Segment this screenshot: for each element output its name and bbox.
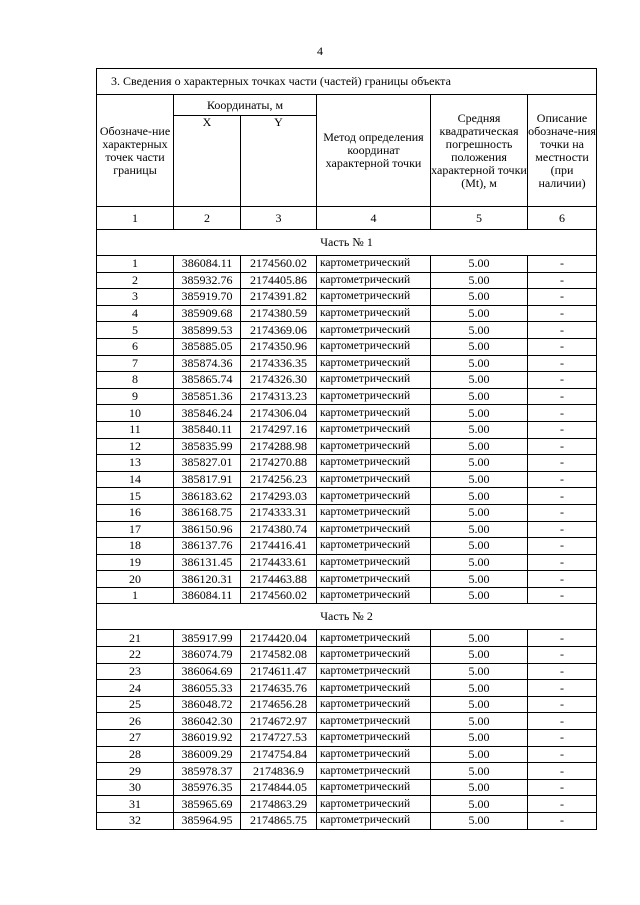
accuracy-cell: 5.00	[431, 713, 528, 730]
y-coordinate-cell: 2174611.47	[241, 663, 317, 680]
method-cell: картометрический	[317, 256, 431, 273]
point-number-cell: 10	[97, 405, 174, 422]
x-coordinate-cell: 385919.70	[174, 289, 241, 306]
method-cell: картометрический	[317, 713, 431, 730]
x-coordinate-cell: 386131.45	[174, 554, 241, 571]
x-coordinate-cell: 386120.31	[174, 571, 241, 588]
accuracy-cell: 5.00	[431, 571, 528, 588]
y-coordinate-cell: 2174863.29	[241, 796, 317, 813]
description-cell: -	[528, 663, 597, 680]
table-row	[97, 305, 597, 322]
x-coordinate-cell: 386064.69	[174, 663, 241, 680]
accuracy-cell: 5.00	[431, 521, 528, 538]
point-number-cell: 6	[97, 338, 174, 355]
method-cell: картометрический	[317, 305, 431, 322]
description-cell: -	[528, 730, 597, 747]
point-number-cell: 11	[97, 421, 174, 438]
x-coordinate-cell: 386084.11	[174, 587, 241, 604]
y-coordinate-cell: 2174836.9	[241, 763, 317, 780]
point-number-cell: 32	[97, 813, 174, 830]
accuracy-cell: 5.00	[431, 680, 528, 697]
x-coordinate-cell: 385899.53	[174, 322, 241, 339]
method-cell: картометрический	[317, 521, 431, 538]
accuracy-cell: 5.00	[431, 256, 528, 273]
x-coordinate-cell: 385817.91	[174, 471, 241, 488]
y-coordinate-cell: 2174293.03	[241, 488, 317, 505]
description-cell: -	[528, 763, 597, 780]
x-coordinate-cell: 385978.37	[174, 763, 241, 780]
point-number-cell: 12	[97, 438, 174, 455]
description-cell: -	[528, 779, 597, 796]
x-coordinate-cell: 386048.72	[174, 696, 241, 713]
x-coordinate-cell: 385846.24	[174, 405, 241, 422]
method-cell: картометрический	[317, 796, 431, 813]
description-cell: -	[528, 388, 597, 405]
column-number: 4	[317, 207, 431, 230]
point-number-cell: 15	[97, 488, 174, 505]
description-cell: -	[528, 554, 597, 571]
description-cell: -	[528, 289, 597, 306]
y-coordinate-cell: 2174306.04	[241, 405, 317, 422]
column-number: 1	[97, 207, 174, 230]
accuracy-cell: 5.00	[431, 372, 528, 389]
table-row	[97, 696, 597, 713]
table-row	[97, 680, 597, 697]
table-row	[97, 289, 597, 306]
accuracy-cell: 5.00	[431, 305, 528, 322]
description-cell: -	[528, 630, 597, 647]
table-row	[97, 272, 597, 289]
point-number-cell: 1	[97, 256, 174, 273]
method-cell: картометрический	[317, 455, 431, 472]
part-title-row	[97, 230, 597, 256]
x-coordinate-cell: 385932.76	[174, 272, 241, 289]
point-number-cell: 7	[97, 355, 174, 372]
x-coordinate-cell: 385965.69	[174, 796, 241, 813]
y-coordinate-cell: 2174416.41	[241, 538, 317, 555]
table-row	[97, 338, 597, 355]
description-cell: -	[528, 455, 597, 472]
accuracy-cell: 5.00	[431, 289, 528, 306]
table-row	[97, 587, 597, 604]
description-cell: -	[528, 338, 597, 355]
y-coordinate-cell: 2174844.05	[241, 779, 317, 796]
x-coordinate-cell: 385835.99	[174, 438, 241, 455]
point-number-cell: 24	[97, 680, 174, 697]
table-row	[97, 322, 597, 339]
accuracy-cell: 5.00	[431, 455, 528, 472]
point-number-cell: 28	[97, 746, 174, 763]
accuracy-cell: 5.00	[431, 355, 528, 372]
table-row	[97, 521, 597, 538]
table-row	[97, 647, 597, 664]
point-number-cell: 3	[97, 289, 174, 306]
description-cell: -	[528, 647, 597, 664]
y-coordinate-cell: 2174582.08	[241, 647, 317, 664]
point-number-cell: 17	[97, 521, 174, 538]
x-coordinate-cell: 385976.35	[174, 779, 241, 796]
point-number-cell: 25	[97, 696, 174, 713]
accuracy-cell: 5.00	[431, 796, 528, 813]
description-cell: -	[528, 322, 597, 339]
x-coordinate-cell: 386137.76	[174, 538, 241, 555]
x-coordinate-cell: 385964.95	[174, 813, 241, 830]
y-coordinate-cell: 2174391.82	[241, 289, 317, 306]
accuracy-cell: 5.00	[431, 471, 528, 488]
part-title: Часть № 2	[97, 604, 597, 630]
description-cell: -	[528, 521, 597, 538]
x-coordinate-cell: 386055.33	[174, 680, 241, 697]
accuracy-cell: 5.00	[431, 338, 528, 355]
y-coordinate-cell: 2174380.74	[241, 521, 317, 538]
accuracy-cell: 5.00	[431, 538, 528, 555]
point-number-cell: 18	[97, 538, 174, 555]
method-cell: картометрический	[317, 421, 431, 438]
method-cell: картометрический	[317, 554, 431, 571]
description-cell: -	[528, 796, 597, 813]
table-row	[97, 713, 597, 730]
part-title-row	[97, 604, 597, 630]
y-coordinate-cell: 2174288.98	[241, 438, 317, 455]
accuracy-cell: 5.00	[431, 696, 528, 713]
x-coordinate-cell: 386168.75	[174, 504, 241, 521]
x-coordinate-cell: 385874.36	[174, 355, 241, 372]
y-coordinate-cell: 2174865.75	[241, 813, 317, 830]
accuracy-cell: 5.00	[431, 730, 528, 747]
method-cell: картометрический	[317, 779, 431, 796]
description-cell: -	[528, 272, 597, 289]
x-coordinate-cell: 385885.05	[174, 338, 241, 355]
table-row	[97, 421, 597, 438]
y-coordinate-cell: 2174727.53	[241, 730, 317, 747]
point-number-cell: 27	[97, 730, 174, 747]
header-accuracy: Средняя квадратическая погрешность положения характерной точки (Mt), м	[431, 95, 528, 207]
table-row	[97, 438, 597, 455]
method-cell: картометрический	[317, 730, 431, 747]
accuracy-cell: 5.00	[431, 504, 528, 521]
table-row	[97, 355, 597, 372]
accuracy-cell: 5.00	[431, 322, 528, 339]
x-coordinate-cell: 385851.36	[174, 388, 241, 405]
x-coordinate-cell: 386009.29	[174, 746, 241, 763]
point-number-cell: 13	[97, 455, 174, 472]
point-number-cell: 31	[97, 796, 174, 813]
method-cell: картометрический	[317, 438, 431, 455]
accuracy-cell: 5.00	[431, 779, 528, 796]
method-cell: картометрический	[317, 763, 431, 780]
header-x: X	[174, 116, 241, 207]
point-number-cell: 2	[97, 272, 174, 289]
method-cell: картометрический	[317, 647, 431, 664]
y-coordinate-cell: 2174313.23	[241, 388, 317, 405]
method-cell: картометрический	[317, 680, 431, 697]
header-y: Y	[241, 116, 317, 207]
method-cell: картометрический	[317, 571, 431, 588]
y-coordinate-cell: 2174270.88	[241, 455, 317, 472]
part-title: Часть № 1	[97, 230, 597, 256]
point-number-cell: 1	[97, 587, 174, 604]
point-number-cell: 30	[97, 779, 174, 796]
y-coordinate-cell: 2174256.23	[241, 471, 317, 488]
description-cell: -	[528, 405, 597, 422]
description-cell: -	[528, 504, 597, 521]
column-number: 3	[241, 207, 317, 230]
method-cell: картометрический	[317, 322, 431, 339]
accuracy-cell: 5.00	[431, 272, 528, 289]
accuracy-cell: 5.00	[431, 438, 528, 455]
description-cell: -	[528, 713, 597, 730]
header-method: Метод определения координат характерной точки	[317, 95, 431, 207]
description-cell: -	[528, 571, 597, 588]
table-row	[97, 554, 597, 571]
description-cell: -	[528, 538, 597, 555]
description-cell: -	[528, 813, 597, 830]
y-coordinate-cell: 2174369.06	[241, 322, 317, 339]
method-cell: картометрический	[317, 504, 431, 521]
y-coordinate-cell: 2174560.02	[241, 587, 317, 604]
table-row	[97, 405, 597, 422]
table-row	[97, 571, 597, 588]
accuracy-cell: 5.00	[431, 813, 528, 830]
description-cell: -	[528, 438, 597, 455]
description-cell: -	[528, 256, 597, 273]
point-number-cell: 16	[97, 504, 174, 521]
method-cell: картометрический	[317, 538, 431, 555]
method-cell: картометрический	[317, 338, 431, 355]
method-cell: картометрический	[317, 813, 431, 830]
point-number-cell: 4	[97, 305, 174, 322]
y-coordinate-cell: 2174560.02	[241, 256, 317, 273]
x-coordinate-cell: 386183.62	[174, 488, 241, 505]
y-coordinate-cell: 2174380.59	[241, 305, 317, 322]
description-cell: -	[528, 471, 597, 488]
point-number-cell: 22	[97, 647, 174, 664]
point-number-cell: 21	[97, 630, 174, 647]
table-row	[97, 388, 597, 405]
accuracy-cell: 5.00	[431, 746, 528, 763]
method-cell: картометрический	[317, 388, 431, 405]
y-coordinate-cell: 2174350.96	[241, 338, 317, 355]
table-row	[97, 504, 597, 521]
y-coordinate-cell: 2174420.04	[241, 630, 317, 647]
accuracy-cell: 5.00	[431, 554, 528, 571]
description-cell: -	[528, 680, 597, 697]
description-cell: -	[528, 355, 597, 372]
page-number: 4	[317, 44, 323, 58]
description-cell: -	[528, 696, 597, 713]
method-cell: картометрический	[317, 272, 431, 289]
y-coordinate-cell: 2174672.97	[241, 713, 317, 730]
method-cell: картометрический	[317, 471, 431, 488]
table-row	[97, 796, 597, 813]
point-number-cell: 5	[97, 322, 174, 339]
column-number: 5	[431, 207, 528, 230]
method-cell: картометрический	[317, 630, 431, 647]
accuracy-cell: 5.00	[431, 421, 528, 438]
point-number-cell: 14	[97, 471, 174, 488]
point-number-cell: 8	[97, 372, 174, 389]
method-cell: картометрический	[317, 696, 431, 713]
accuracy-cell: 5.00	[431, 388, 528, 405]
header-point-designation: Обозначе-ние характерных точек части границы	[97, 95, 174, 207]
y-coordinate-cell: 2174754.84	[241, 746, 317, 763]
x-coordinate-cell: 385865.74	[174, 372, 241, 389]
x-coordinate-cell: 385840.11	[174, 421, 241, 438]
table-row	[97, 779, 597, 796]
point-number-cell: 26	[97, 713, 174, 730]
table-row	[97, 471, 597, 488]
y-coordinate-cell: 2174297.16	[241, 421, 317, 438]
y-coordinate-cell: 2174405.86	[241, 272, 317, 289]
accuracy-cell: 5.00	[431, 647, 528, 664]
description-cell: -	[528, 488, 597, 505]
table-row	[97, 372, 597, 389]
point-number-cell: 19	[97, 554, 174, 571]
y-coordinate-cell: 2174336.35	[241, 355, 317, 372]
table-row	[97, 630, 597, 647]
column-number: 2	[174, 207, 241, 230]
method-cell: картометрический	[317, 587, 431, 604]
accuracy-cell: 5.00	[431, 587, 528, 604]
method-cell: картометрический	[317, 663, 431, 680]
description-cell: -	[528, 372, 597, 389]
table-row	[97, 538, 597, 555]
point-number-cell: 9	[97, 388, 174, 405]
y-coordinate-cell: 2174326.30	[241, 372, 317, 389]
table-row	[97, 746, 597, 763]
method-cell: картометрический	[317, 289, 431, 306]
table-row	[97, 488, 597, 505]
header-description: Описание обозначе-ния точки на местности (при наличии)	[528, 95, 597, 207]
accuracy-cell: 5.00	[431, 763, 528, 780]
y-coordinate-cell: 2174635.76	[241, 680, 317, 697]
y-coordinate-cell: 2174656.28	[241, 696, 317, 713]
description-cell: -	[528, 421, 597, 438]
x-coordinate-cell: 386042.30	[174, 713, 241, 730]
column-number: 6	[528, 207, 597, 230]
table-row	[97, 256, 597, 273]
method-cell: картометрический	[317, 405, 431, 422]
description-cell: -	[528, 587, 597, 604]
description-cell: -	[528, 746, 597, 763]
table-row	[97, 813, 597, 830]
x-coordinate-cell: 386074.79	[174, 647, 241, 664]
x-coordinate-cell: 385909.68	[174, 305, 241, 322]
description-cell: -	[528, 305, 597, 322]
x-coordinate-cell: 386150.96	[174, 521, 241, 538]
method-cell: картометрический	[317, 488, 431, 505]
accuracy-cell: 5.00	[431, 405, 528, 422]
table-row	[97, 763, 597, 780]
y-coordinate-cell: 2174333.31	[241, 504, 317, 521]
method-cell: картометрический	[317, 372, 431, 389]
x-coordinate-cell: 385827.01	[174, 455, 241, 472]
header-coordinates: Координаты, м	[174, 95, 317, 116]
accuracy-cell: 5.00	[431, 630, 528, 647]
y-coordinate-cell: 2174463.88	[241, 571, 317, 588]
section-title: 3. Сведения о характерных точках части (частей) границы объекта	[97, 69, 597, 95]
accuracy-cell: 5.00	[431, 488, 528, 505]
table-row	[97, 663, 597, 680]
point-number-cell: 23	[97, 663, 174, 680]
table-row	[97, 730, 597, 747]
accuracy-cell: 5.00	[431, 663, 528, 680]
x-coordinate-cell: 386084.11	[174, 256, 241, 273]
y-coordinate-cell: 2174433.61	[241, 554, 317, 571]
table-row	[97, 455, 597, 472]
method-cell: картометрический	[317, 746, 431, 763]
method-cell: картометрический	[317, 355, 431, 372]
x-coordinate-cell: 386019.92	[174, 730, 241, 747]
boundary-points-table	[96, 68, 597, 830]
point-number-cell: 29	[97, 763, 174, 780]
x-coordinate-cell: 385917.99	[174, 630, 241, 647]
point-number-cell: 20	[97, 571, 174, 588]
